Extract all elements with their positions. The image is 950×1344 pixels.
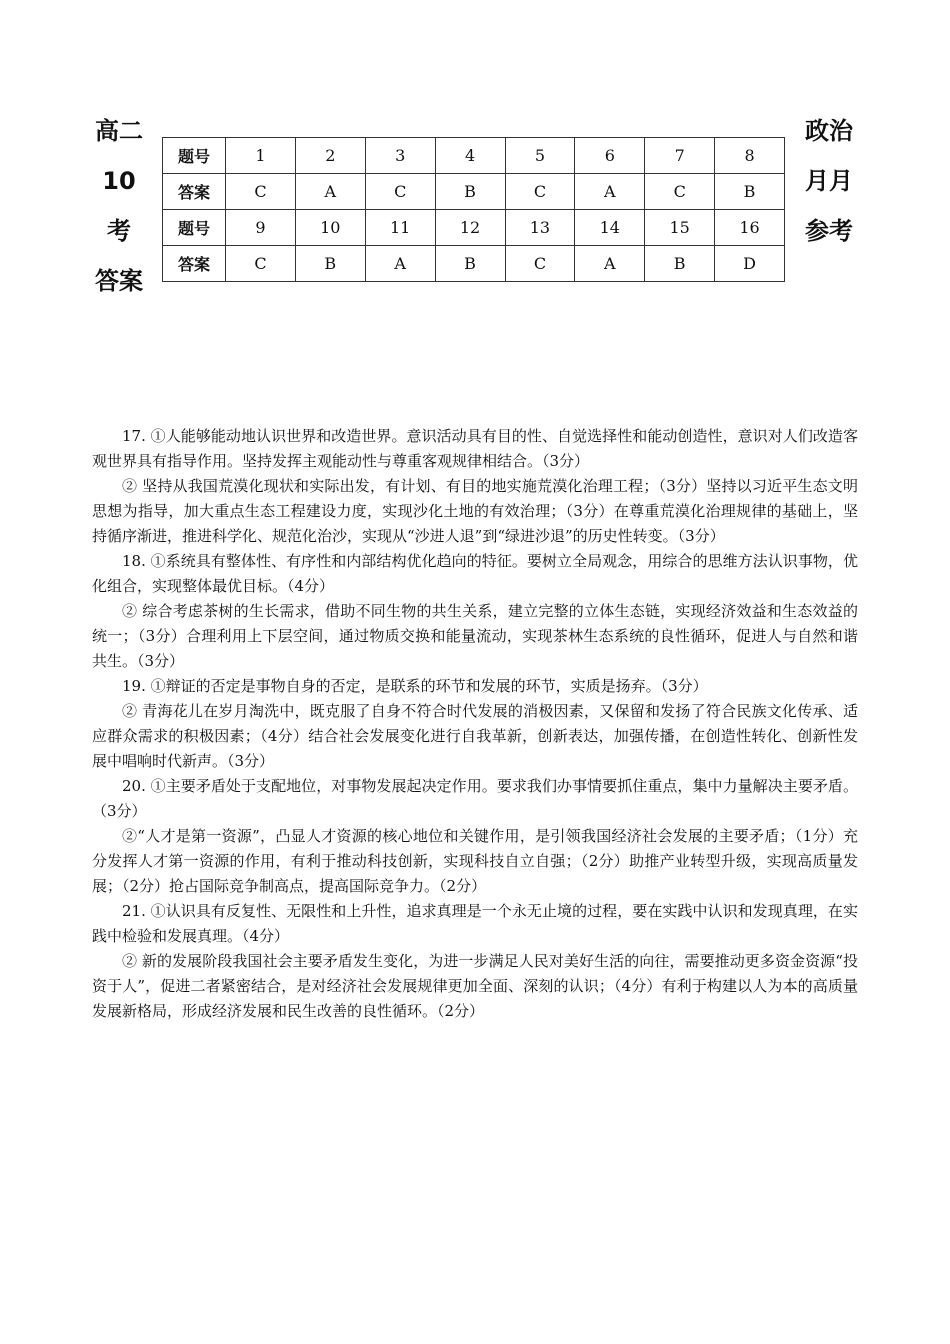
row-label-answer: 答案 <box>163 174 226 210</box>
answer-cell: C <box>226 246 296 282</box>
question-number-cell: 11 <box>365 210 435 246</box>
title-right-column <box>794 106 864 256</box>
answer-cell: B <box>295 246 365 282</box>
answer-cell: A <box>575 174 645 210</box>
question-number-cell: 14 <box>575 210 645 246</box>
question-number-cell: 12 <box>435 210 505 246</box>
table-row-numbers-1 <box>163 138 785 174</box>
answer-cell: C <box>505 174 575 210</box>
title-right-line-3: 参考 <box>805 217 853 245</box>
title-left-column <box>84 106 154 306</box>
table-row-answers-1 <box>163 174 785 210</box>
q17-part2: ② 坚持从我国荒漠化现状和实际出发，有计划、有目的地实施荒漠化治理工程；（3分）坚持以习近平生态文明思想为指导，加大重点生态工程建设力度，实现沙化土地的有效治理；（3分）在尊重荒漠化治理规律的基础上，坚持循序渐进，推进科学化、规范化治沙，实现从“沙进人退”到“绿进沙退”的历史性转变。（3分） <box>92 477 858 545</box>
question-number-cell: 16 <box>715 210 785 246</box>
question-number-cell: 6 <box>575 138 645 174</box>
question-number-cell: 1 <box>226 138 296 174</box>
question-number-cell: 15 <box>645 210 715 246</box>
answer-cell: C <box>226 174 296 210</box>
question-number-cell: 4 <box>435 138 505 174</box>
q21-part2: ② 新的发展阶段我国社会主要矛盾发生变化，为进一步满足人民对美好生活的向往，需要推动更多资金资源“投资于人”，促进二者紧密结合，是对经济社会发展规律更加全面、深刻的认识；（4分）有利于构建以人为本的高质量发展新格局，形成经济发展和民生改善的良性循环。（2分） <box>92 952 858 1020</box>
title-left-line-4: 答案 <box>95 267 143 295</box>
answer-cell: B <box>435 246 505 282</box>
answer-cell: C <box>505 246 575 282</box>
q20-part1: 20. ①主要矛盾处于支配地位，对事物发展起决定作用。要求我们办事情要抓住重点，集中力量解决主要矛盾。（3分） <box>92 777 858 820</box>
q20-part2: ②“人才是第一资源”，凸显人才资源的核心地位和关键作用，是引领我国经济社会发展的主要矛盾；（1分）充分发挥人才第一资源的作用，有利于推动科技创新，实现科技自立自强；（2分）助推产业转型升级，实现高质量发展；（2分）抢占国际竞争制高点，提高国际竞争力。（2分） <box>92 827 858 895</box>
question-number-cell: 5 <box>505 138 575 174</box>
row-label-number: 题号 <box>163 210 226 246</box>
question-number-cell: 2 <box>295 138 365 174</box>
answer-cell: B <box>435 174 505 210</box>
answer-cell: C <box>365 174 435 210</box>
answer-cell: A <box>365 246 435 282</box>
title-left-line-1: 高二 <box>95 117 143 145</box>
row-label-answer: 答案 <box>163 246 226 282</box>
question-number-cell: 3 <box>365 138 435 174</box>
question-number-cell: 13 <box>505 210 575 246</box>
q19-part2: ② 青海花儿在岁月淘洗中，既克服了自身不符合时代发展的消极因素，又保留和发扬了符合民族文化传承、适应群众需求的积极因素；（4分）结合社会发展变化进行自我革新，创新表达，加强传播，在创造性转化、创新性发展中唱响时代新声。（3分） <box>92 702 858 770</box>
answer-cell: A <box>295 174 365 210</box>
answer-cell: D <box>715 246 785 282</box>
title-left-line-2: 10 <box>102 167 136 195</box>
question-number-cell: 9 <box>226 210 296 246</box>
title-left-line-3: 考 <box>107 217 131 245</box>
answer-explanations <box>92 424 858 1024</box>
answer-cell: B <box>715 174 785 210</box>
answer-cell: A <box>575 246 645 282</box>
question-number-cell: 8 <box>715 138 785 174</box>
table-row-answers-2 <box>163 246 785 282</box>
q18-part1: 18. ①系统具有整体性、有序性和内部结构优化趋向的特征。要树立全局观念，用综合的思维方法认识事物，优化组合，实现整体最优目标。（4分） <box>92 552 858 595</box>
answer-cell: B <box>645 246 715 282</box>
q21-part1: 21. ①认识具有反复性、无限性和上升性，追求真理是一个永无止境的过程，要在实践中认识和发现真理，在实践中检验和发展真理。（4分） <box>92 902 858 945</box>
question-number-cell: 10 <box>295 210 365 246</box>
row-label-number: 题号 <box>163 138 226 174</box>
q19-part1: 19. ①辩证的否定是事物自身的否定，是联系的环节和发展的环节，实质是扬弃。（3分） <box>122 677 708 695</box>
table-row-numbers-2 <box>163 210 785 246</box>
q18-part2: ② 综合考虑茶树的生长需求，借助不同生物的共生关系，建立完整的立体生态链，实现经济效益和生态效益的统一；（3分）合理利用上下层空间，通过物质交换和能量流动，实现茶林生态系统的良性循环，促进人与自然和谐共生。（3分） <box>92 602 858 670</box>
q17-part1: 17. ①人能够能动地认识世界和改造世界。意识活动具有目的性、自觉选择性和能动创造性，意识对人们改造客观世界具有指导作用。坚持发挥主观能动性与尊重客观规律相结合。（3分） <box>92 427 858 470</box>
title-right-line-1: 政治 <box>805 117 853 145</box>
title-right-line-2: 月月 <box>805 167 853 195</box>
question-number-cell: 7 <box>645 138 715 174</box>
answer-table <box>162 137 785 282</box>
answer-cell: C <box>645 174 715 210</box>
